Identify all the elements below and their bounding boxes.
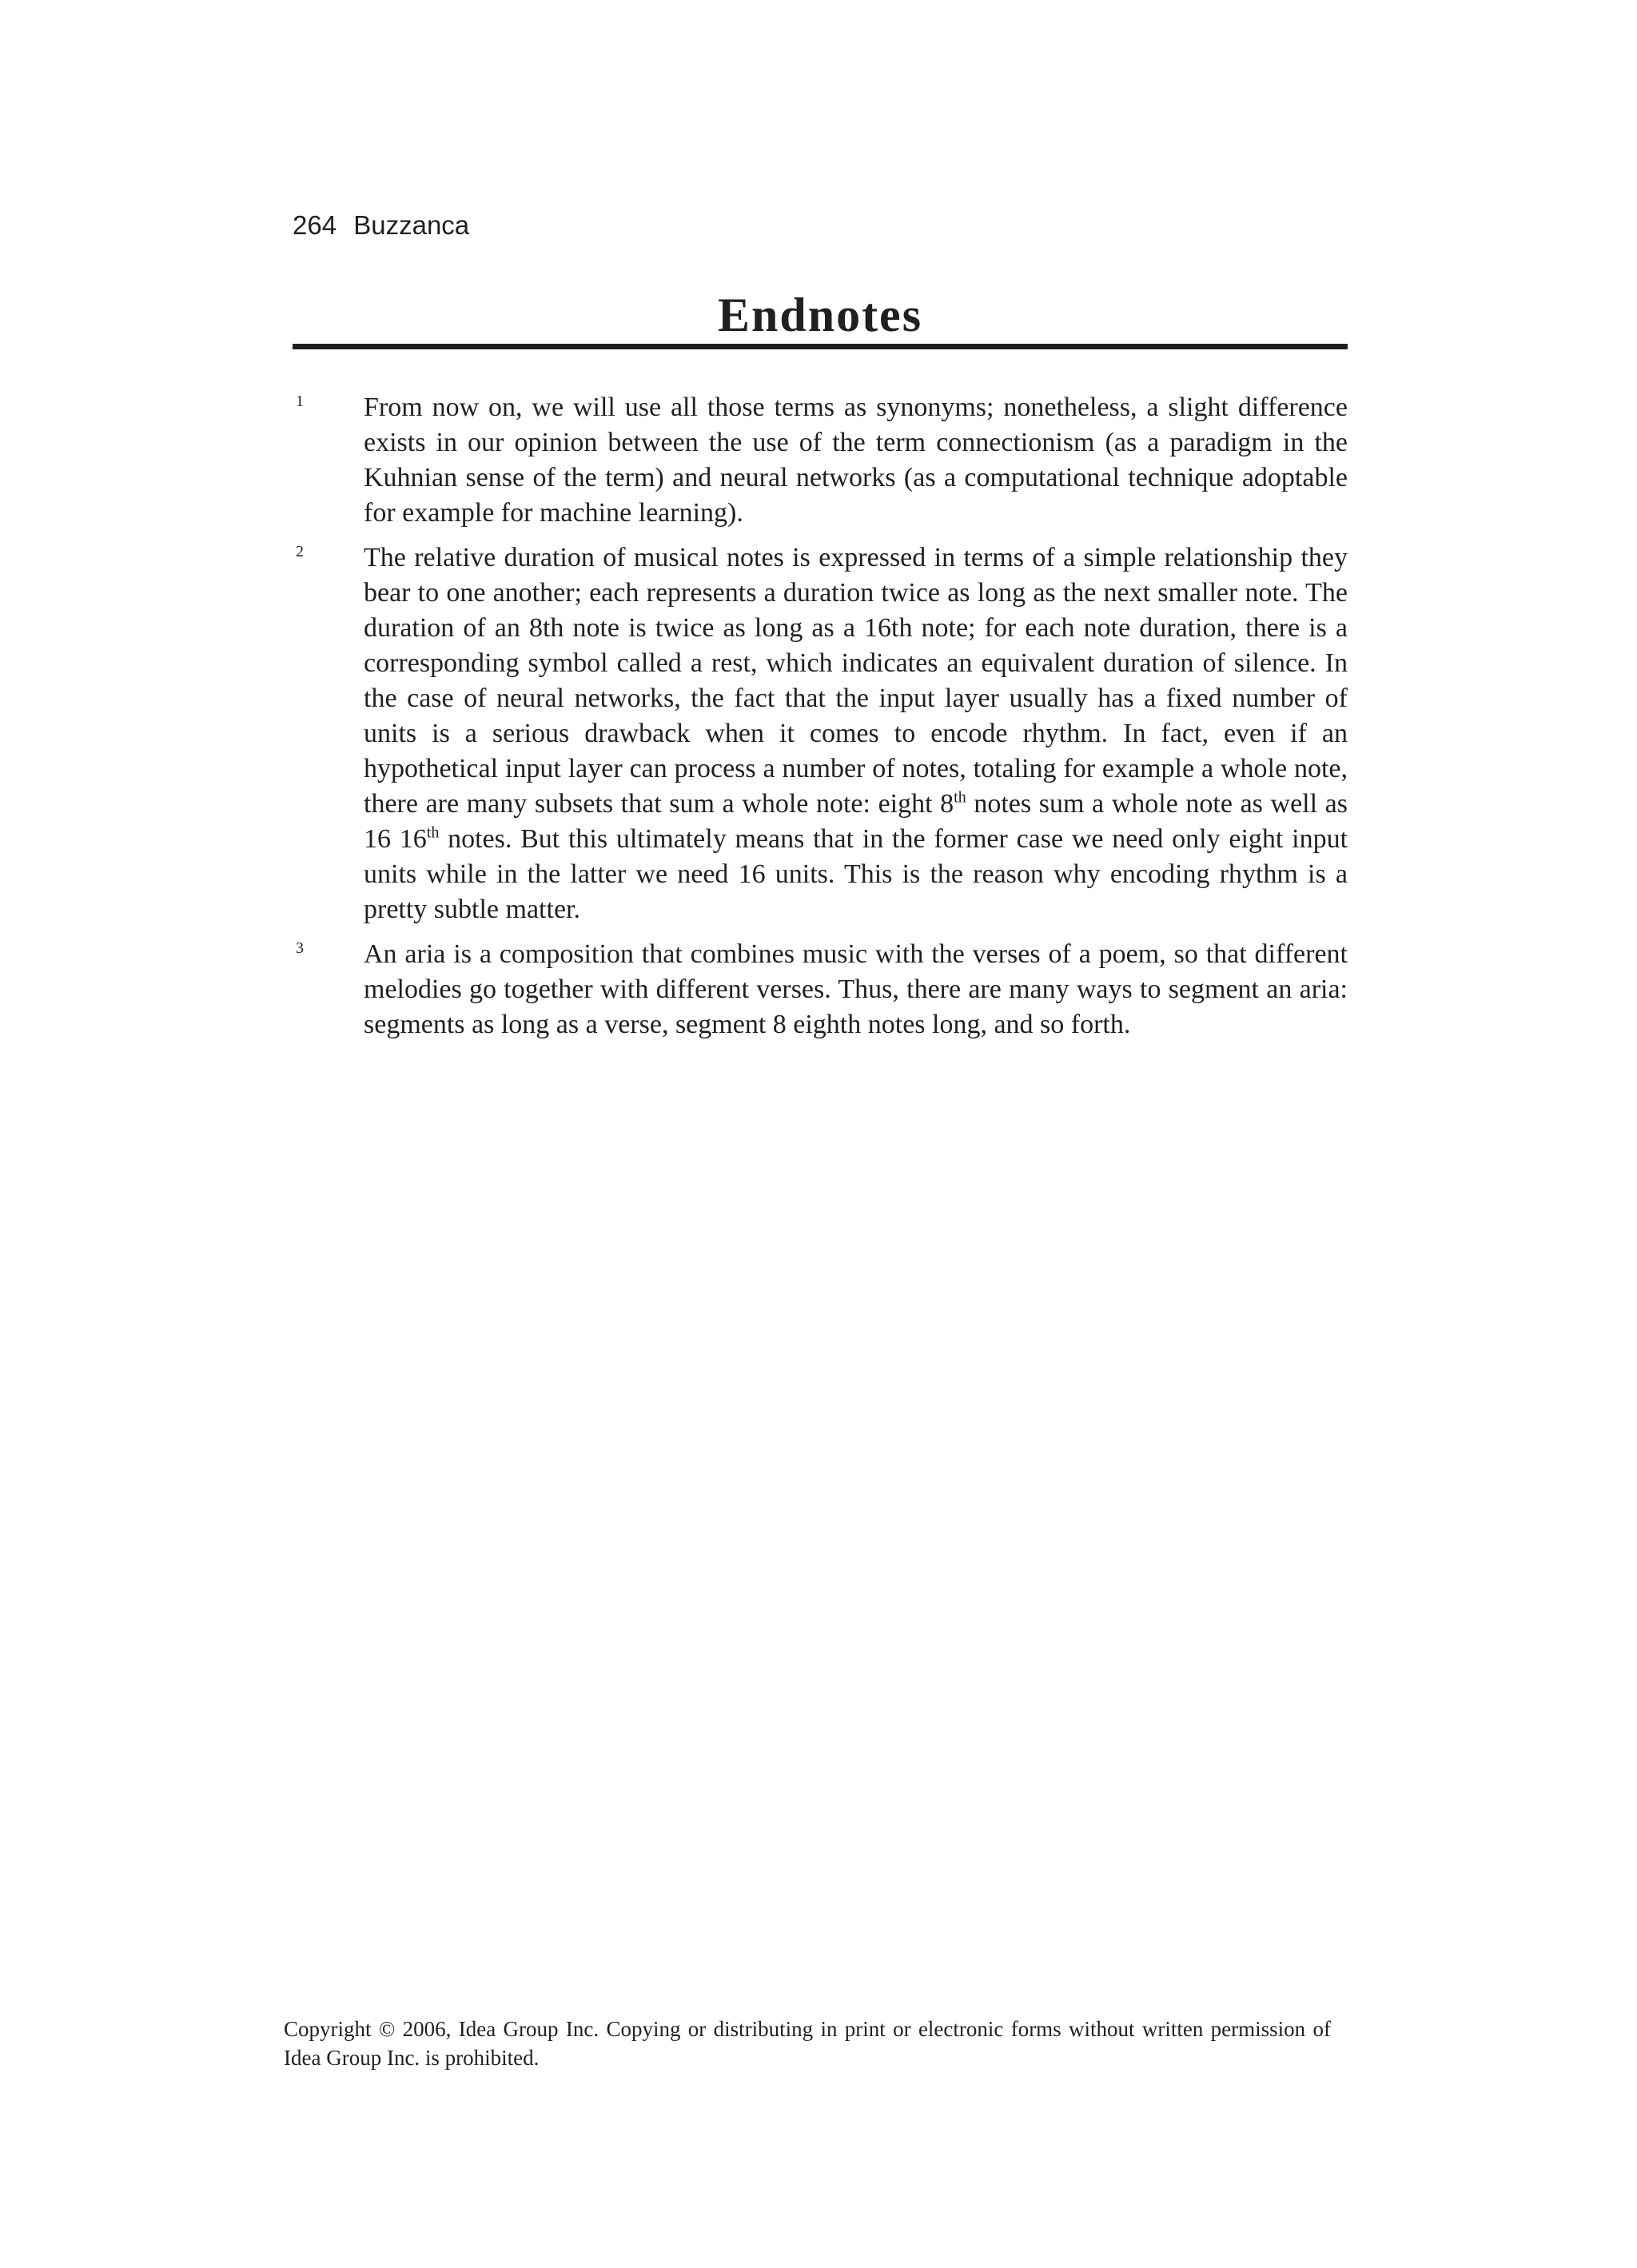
endnote-1	[293, 390, 1348, 531]
copyright-notice: Copyright © 2006, Idea Group Inc. Copying or distributing in print or electronic forms without written permission of Idea Group Inc. is prohibited.	[284, 2017, 1331, 2070]
endnote-text-part: notes sum a whole note as well as 16 16	[364, 789, 1348, 854]
endnote-text	[364, 540, 1348, 927]
endnote-number: 1	[296, 393, 304, 410]
endnote-number: 2	[296, 543, 304, 560]
endnote-3	[293, 937, 1348, 1042]
running-head-author: Buzzanca	[353, 210, 470, 240]
title-rule	[293, 344, 1348, 349]
endnote-text-part: The relative duration of musical notes is expressed in terms of a simple relationship they bear to one another; each represents a duration twice as long as the next smaller note. The duration of an 8th note is twice as long as a 16th note; for each note duration, there is a corresponding symbol called a rest, which indicates an equivalent duration of silence. In the case of neural networks, the fact that the input layer usually has a fixed number of units is a serious drawback when it comes to encode rhythm. In fact, even if an hypothetical input layer can process a number of notes, totaling for example a whole note, there are many subsets that sum a whole note: eight 8	[364, 543, 1348, 819]
endnotes-list	[293, 390, 1348, 1052]
page-number: 264	[293, 210, 337, 240]
endnote-text: An aria is a composition that combines music with the verses of a poem, so that different melodies go together with different verses. Thus, there are many ways to segment an aria: segments as long as a verse, segment 8 eighth notes long, and so forth.	[364, 939, 1348, 1039]
running-head	[293, 209, 469, 241]
section-title: Endnotes	[717, 289, 923, 341]
endnote-2	[293, 540, 1348, 927]
endnote-number: 3	[296, 939, 304, 957]
superscript-th: th	[954, 788, 966, 807]
endnote-text-part: notes. But this ultimately means that in the former case we need only eight input units while in the latter we need 16 units. This is the reason why encoding rhythm is a pretty subtle matter.	[364, 824, 1348, 924]
endnote-text: From now on, we will use all those terms as synonyms; nonetheless, a slight difference exists in our opinion between the use of the term connectionism (as a paradigm in the Kuhnian sense of the term) and neural networks (as a computational technique adoptable for example for machine learning).	[364, 393, 1348, 528]
superscript-th: th	[426, 823, 440, 842]
